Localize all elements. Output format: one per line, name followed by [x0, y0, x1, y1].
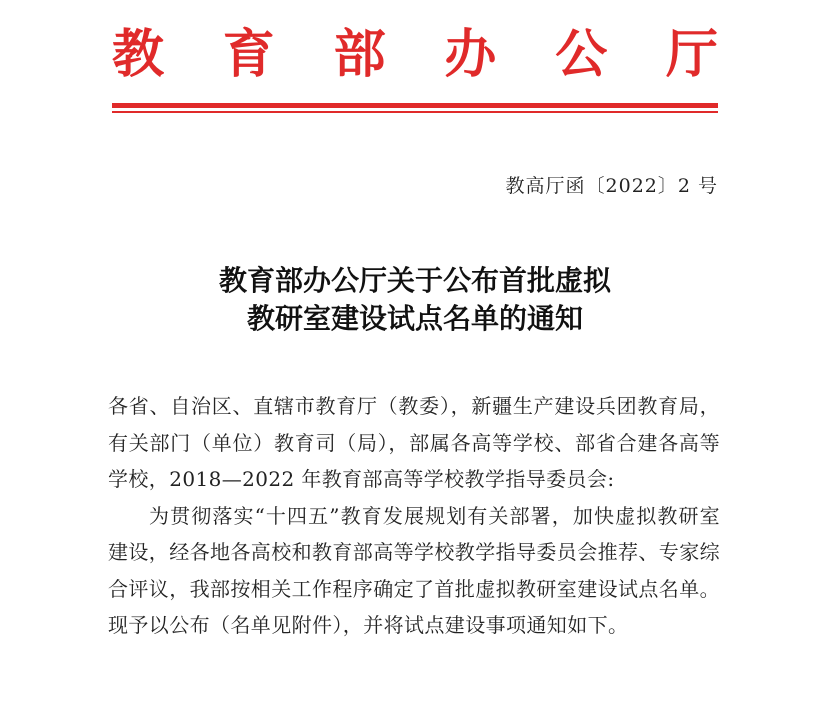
- letterhead-rule-thick: [112, 103, 718, 108]
- document-number: 教高厅函〔2022〕2 号: [505, 175, 718, 197]
- letterhead: [112, 20, 718, 90]
- letterhead-char: 教: [112, 24, 165, 85]
- letterhead-char: 部: [333, 24, 386, 85]
- addressee-paragraph: 各省、自治区、直辖市教育厅（教委），新疆生产建设兵团教育局，有关部门（单位）教育司（局），部属各高等学校、部省合建各高等学校，2018—2022 年教育部高等学校教学指导委员会:: [108, 394, 720, 491]
- letterhead-char: 办: [444, 24, 497, 85]
- letterhead-char: 公: [555, 24, 608, 85]
- document-title-line-1: 教育部办公厅关于公布首批虚拟: [218, 264, 611, 297]
- letterhead-char: 育: [222, 24, 275, 85]
- letterhead-rule-thin: [112, 111, 718, 113]
- document-title: [112, 262, 718, 338]
- document-body: [108, 388, 720, 644]
- document-title-line-2: 教研室建设试点名单的通知: [246, 302, 583, 335]
- letterhead-char: 厅: [665, 24, 718, 85]
- body-paragraph: 为贯彻落实“十四五”教育发展规划有关部署，加快虚拟教研室建设，经各地各高校和教育部高等学校教学指导委员会推荐、专家综合评议，我部按相关工作程序确定了首批虚拟教研室建设试点名单。现予以公布（名单见附件），并将试点建设事项通知如下。: [108, 503, 720, 637]
